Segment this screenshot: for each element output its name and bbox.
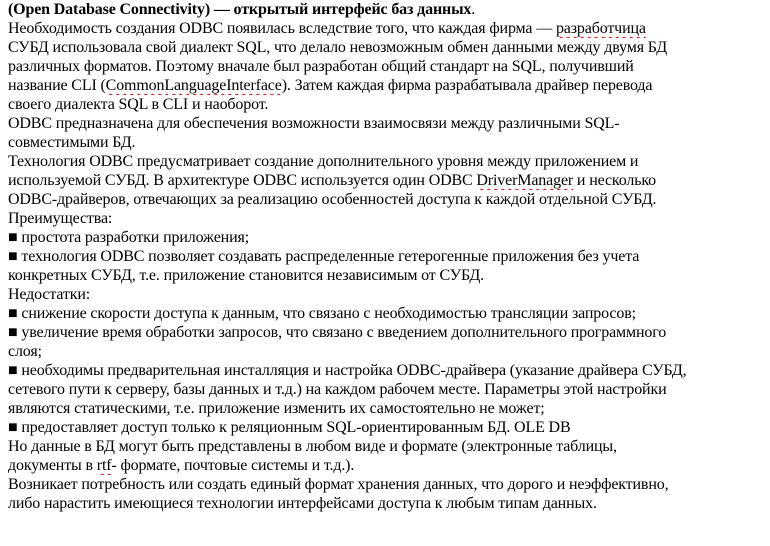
document-text-line (8, 456, 770, 475)
document-text-line (8, 76, 770, 95)
document-text-line (8, 342, 770, 361)
text-run: . (471, 1, 476, 18)
text-run: название CLI ( (8, 77, 106, 94)
text-run: - формате, почтовые системы и т.д.). (111, 457, 355, 474)
text-run: слоя; (8, 343, 42, 360)
text-run: Возникает потребность или создать единый формат хранения данных, что дорого и неэффективно, (8, 476, 669, 493)
document-text-line (8, 171, 770, 190)
document-text-line (8, 247, 770, 266)
text-run: сетевого пути к серверу, базы данных и т.д.) на каждом рабочем месте. Параметры этой настройки (8, 381, 667, 398)
spellcheck-flagged-word: CommonLanguageInterface (105, 77, 282, 94)
text-run: ). Затем каждая фирма разрабатывала драйвер перевода (281, 77, 653, 94)
spellcheck-flagged-word: разработчица (555, 20, 646, 37)
text-run: ■ технология ODBC позволяет создавать распределенные гетерогенные приложения без учета (8, 248, 640, 265)
document-text-line (8, 361, 770, 380)
document-text-line (8, 228, 770, 247)
text-run: Необходимость создания ODBC появилась вследствие того, что каждая фирма — (8, 20, 556, 37)
document-text-line (8, 323, 770, 342)
text-run: своего диалекта SQL в CLI и наоборот. (8, 96, 269, 113)
document-text-line (8, 133, 770, 152)
text-run: используемой СУБД. В архитектуре ODBC используется один ODBC (8, 172, 477, 189)
heading-text: (Open Database Connectivity) — открытый интерфейс баз данных (8, 1, 472, 18)
document-text-line (8, 399, 770, 418)
text-run: и несколько (573, 172, 656, 189)
document-text-line (8, 266, 770, 285)
text-run: ODBC-драйверов, отвечающих за реализацию особенностей доступа к каждой отдельной СУБД. (8, 191, 657, 208)
document-text-line (8, 57, 770, 76)
text-run: СУБД использовала свой диалект SQL, что делало невозможным обмен данными между двумя БД (8, 39, 667, 56)
document-text-line (8, 494, 770, 513)
document-text-line (8, 95, 770, 114)
text-run: различных форматов. Поэтому вначале был разработан общий стандарт на SQL, получивший (8, 58, 634, 75)
document-text-line (8, 380, 770, 399)
document-heading-line (8, 0, 770, 19)
text-run: ■ увеличение время обработки запросов, что связано с введением дополнительного программного (8, 324, 667, 341)
text-run: совместимыми БД. (8, 134, 136, 151)
spellcheck-flagged-word: DriverManager (476, 172, 574, 189)
document-text-line (8, 418, 770, 437)
text-run: конкретных СУБД, т.е. приложение становится независимым от СУБД. (8, 267, 485, 284)
text-run: являются статическими, т.е. приложение изменить их самостоятельно не может; (8, 400, 545, 417)
document-text-line (8, 152, 770, 171)
text-run: ■ простота разработки приложения; (8, 229, 250, 246)
document-text-line (8, 114, 770, 133)
document-text-line (8, 190, 770, 209)
document-text-line (8, 209, 770, 228)
document-text-line (8, 285, 770, 304)
text-run: документы в (8, 457, 97, 474)
text-run: Недостатки: (8, 286, 91, 303)
document-text-line (8, 19, 770, 38)
text-run: ■ предоставляет доступ только к реляционным SQL-ориентированным БД. OLE DB (8, 419, 571, 436)
spellcheck-flagged-word: rtf (96, 457, 112, 474)
text-run: ODBC предназначена для обеспечения возможности взаимосвязи между различными SQL- (8, 115, 620, 132)
text-run: либо нарастить имеющиеся технологии интерфейсами доступа к любым типам данных. (8, 495, 597, 512)
document-text-line (8, 437, 770, 456)
text-run: ■ снижение скорости доступа к данным, что связано с необходимостью трансляции запросов; (8, 305, 636, 322)
text-run: Преимущества: (8, 210, 113, 227)
document-text-line (8, 38, 770, 57)
text-run: Технология ODBC предусматривает создание дополнительного уровня между приложением и (8, 153, 639, 170)
text-run: Но данные в БД могут быть представлены в любом виде и формате (электронные таблицы, (8, 438, 617, 455)
document-text-line (8, 475, 770, 494)
text-run: ■ необходимы предварительная инсталляция и настройка ODBC-драйвера (указание драйвера СУБД, (8, 362, 687, 379)
document-text-line (8, 304, 770, 323)
